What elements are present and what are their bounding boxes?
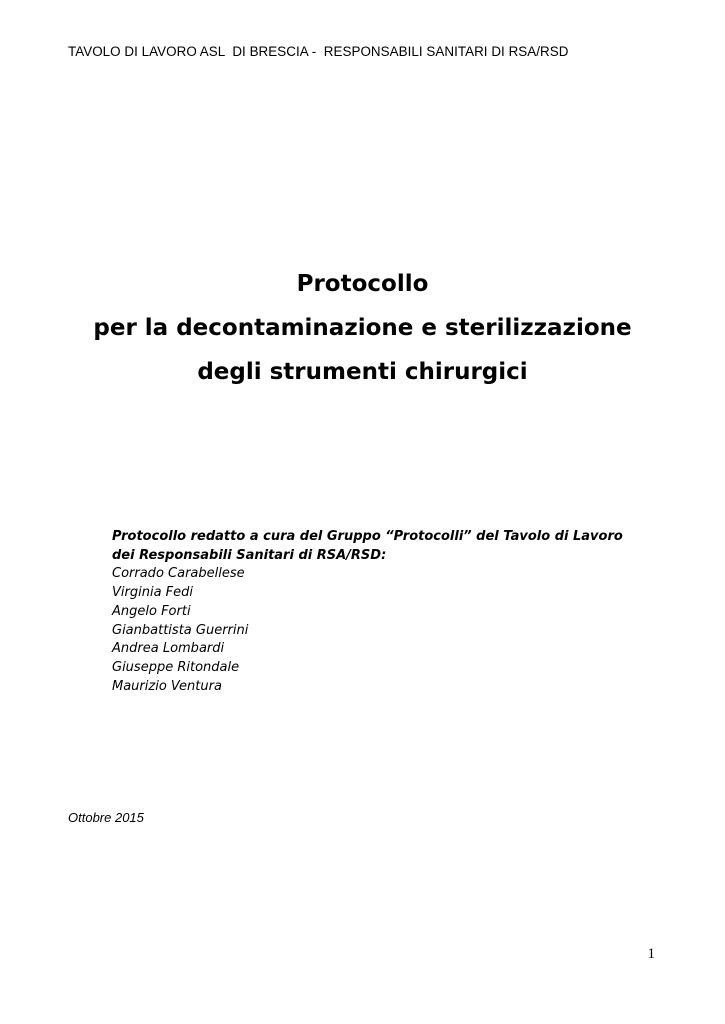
- title-line: per la decontaminazione e sterilizzazione: [93, 315, 632, 341]
- document-title: [0, 262, 725, 394]
- page-number: 1: [647, 946, 655, 962]
- author-name: Maurizio Ventura: [112, 678, 222, 694]
- author-name: Corrado Carabellese: [112, 566, 245, 582]
- page-header: TAVOLO DI LAVORO ASL DI BRESCIA - RESPONSABILI SANITARI DI RSA/RSD: [68, 44, 569, 59]
- author-name: Giuseppe Ritondale: [112, 659, 240, 675]
- author-name: Andrea Lombardi: [112, 641, 225, 657]
- author-name: Virginia Fedi: [112, 585, 194, 601]
- authors-intro-line: dei Responsabili Sanitari di RSA/RSD:: [112, 547, 387, 563]
- authors-block: [112, 528, 623, 696]
- authors-intro-line: Protocollo redatto a cura del Gruppo “Protocolli” del Tavolo di Lavoro: [112, 529, 623, 544]
- author-name: Gianbattista Guerrini: [112, 622, 249, 638]
- title-line: degli strumenti chirurgici: [197, 359, 528, 385]
- author-name: Angelo Forti: [112, 603, 191, 619]
- title-line: Protocollo: [296, 271, 429, 297]
- document-date: Ottobre 2015: [68, 810, 144, 825]
